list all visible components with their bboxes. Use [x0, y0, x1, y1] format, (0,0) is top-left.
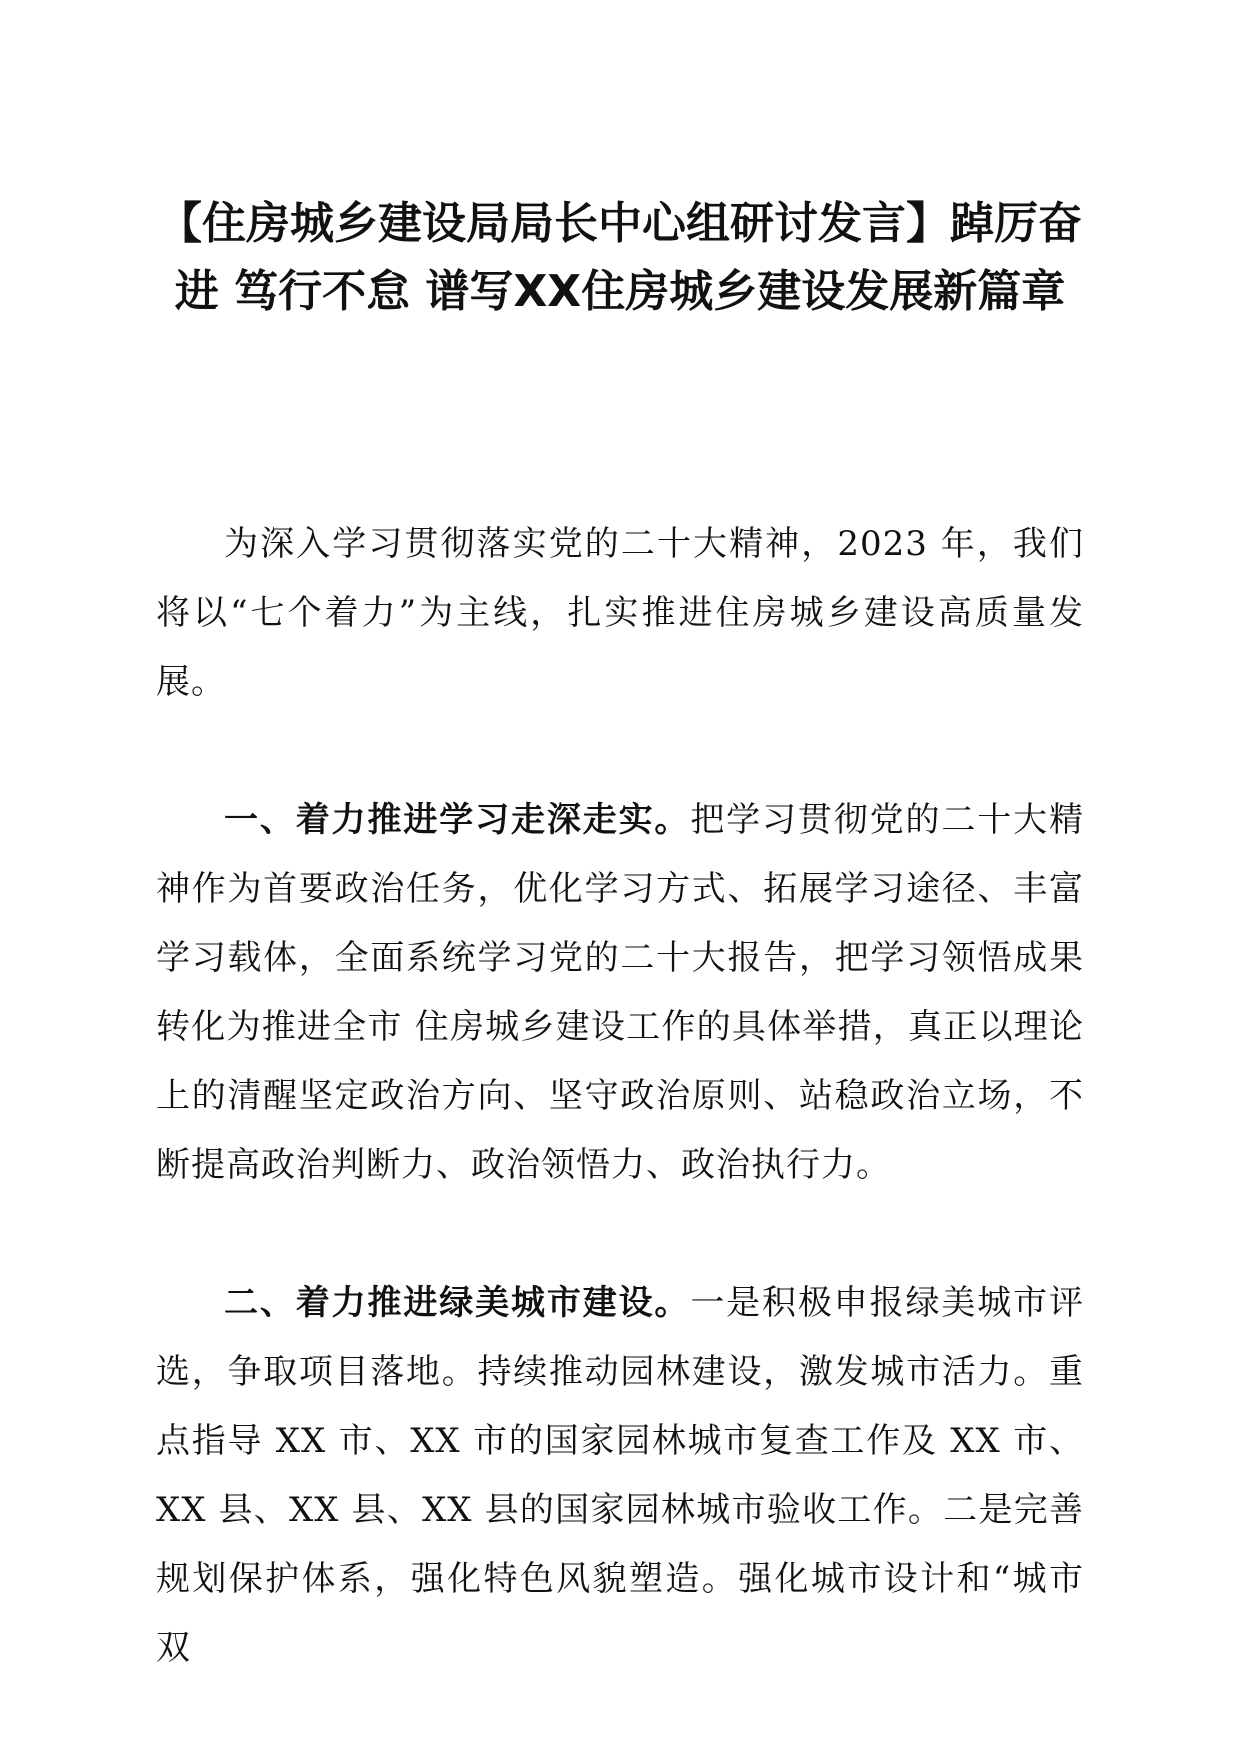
paragraph-intro	[156, 510, 1084, 717]
section-2-text: 一是积极申报绿美城市评选，争取项目落地。持续推动园林建设，激发城市活力。重点指导 XX 市、XX 市的国家园林城市复查工作及 XX 市、XX 县、XX 县、XX 县的国家园林城市验收工作。二是完善规划保护体系，强化特色风貌塑造。强化城市设计和“城市双	[156, 1283, 1085, 1668]
document-body	[156, 510, 1084, 1683]
section-1-text: 把学习贯彻党的二十大精神作为首要政治任务，优化学习方式、拓展学习途径、丰富学习载体，全面系统学习党的二十大报告，把学习领悟成果转化为推进全市 住房城乡建设工作的具体举措，真正以理论上的清醒坚定政治方向、坚守政治原则、站稳政治立场，不断提高政治判断力、政治领悟力、政治执行力。	[156, 800, 1085, 1185]
paragraph-section-2	[156, 1269, 1084, 1683]
paragraph-section-1	[156, 786, 1084, 1200]
section-2-heading: 二、着力推进绿美城市建设。	[224, 1283, 691, 1323]
section-1-heading: 一、着力推进学习走深走实。	[224, 800, 691, 840]
paragraph-intro-text: 为深入学习贯彻落实党的二十大精神，2023 年，我们将以“七个着力”为主线，扎实推进住房城乡建设高质量发展。	[156, 524, 1084, 702]
document-title: 【住房城乡建设局局长中心组研讨发言】踔厉奋进 笃行不怠 谱写XX住房城乡建设发展新篇章	[158, 198, 1082, 317]
